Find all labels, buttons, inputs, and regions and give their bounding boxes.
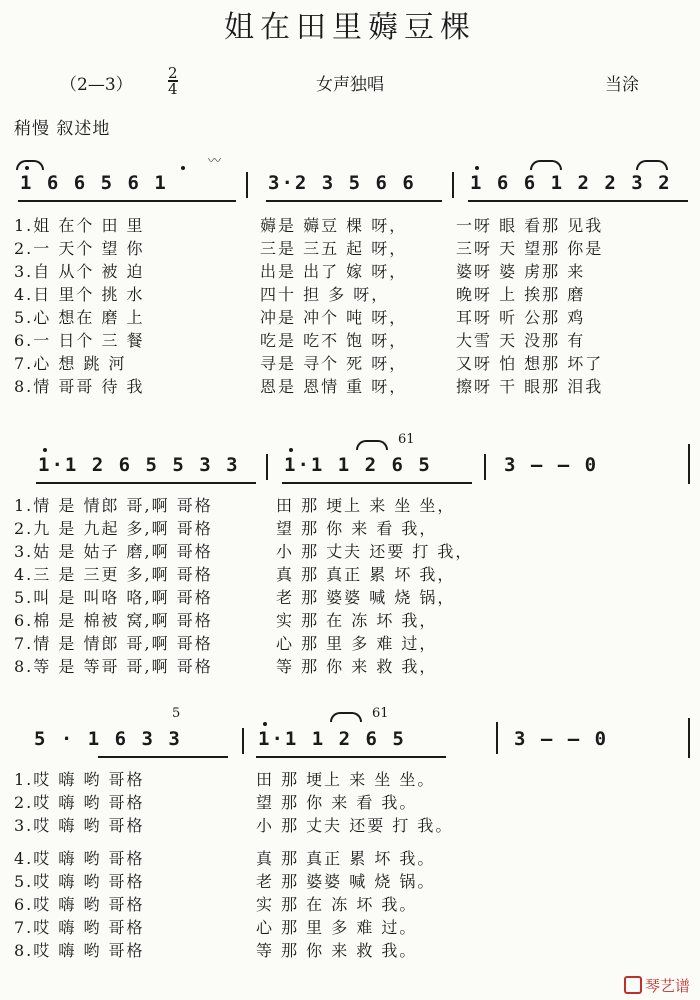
- grace-notes: 61: [372, 706, 389, 721]
- lyric-line: 小 那 丈夫 还要 打 我。: [256, 816, 454, 835]
- lyric-line: 擦呀 干 眼那 泪我: [456, 377, 604, 396]
- lyric-line: 等 那 你 来 救 我。: [256, 941, 418, 960]
- lyric-line: 2.九 是 九起 多,啊 哥格: [14, 519, 213, 538]
- lyric-line: 大雪 天 没那 有: [456, 331, 586, 350]
- lyric-line: 望 那 你 来 看 我。: [256, 793, 418, 812]
- lyrics-block-1c: [456, 214, 603, 398]
- lyric-line: 8.等 是 等哥 哥,啊 哥格: [14, 657, 213, 676]
- lyric-line: 2.哎 嗨 哟 哥格: [14, 793, 145, 812]
- site-watermark: [624, 975, 690, 996]
- lyrics-block-3b: [256, 768, 453, 962]
- lyric-line: 3.哎 嗨 哟 哥格: [14, 816, 145, 835]
- grace-notes: 61: [398, 432, 415, 447]
- octave-dot: [289, 448, 293, 452]
- lyric-line: 婆呀 婆 虏那 来: [456, 262, 586, 281]
- origin-credit: 当涂: [605, 75, 639, 95]
- performance-type: 女声独唱: [316, 75, 384, 95]
- lyric-line: 实 那 在 冻 坏 我。: [256, 895, 418, 914]
- page-title: 姐在田里薅豆棵: [224, 10, 476, 45]
- lyrics-block-3a: [14, 768, 145, 962]
- lyric-line: 耳呀 听 公那 鸡: [456, 308, 586, 327]
- octave-dot: [263, 722, 267, 726]
- barline: [484, 454, 486, 480]
- lyric-line: 6.一 日个 三 餐: [14, 331, 145, 350]
- barline: [266, 454, 268, 480]
- lyric-line: 老 那 婆婆 喊 烧 锅。: [256, 872, 436, 891]
- beam-underline: [36, 482, 256, 484]
- octave-dot: [25, 166, 29, 170]
- measure-5-notes: 1·1 1 2 6 5: [284, 454, 432, 476]
- lyric-line: 4.日 里个 挑 水: [14, 285, 145, 304]
- lyric-line: 心 那 里 多 难 过。: [256, 918, 418, 937]
- beam-underline: [282, 482, 472, 484]
- slur: [636, 160, 668, 170]
- lyric-line: 出是 出了 嫁 呀，: [260, 262, 408, 281]
- lyric-line: 4.哎 嗨 哟 哥格: [14, 849, 145, 868]
- lyric-line: 真 那 真正 累 坏 我，: [276, 565, 456, 584]
- lyric-line: 望 那 你 来 看 我，: [276, 519, 438, 538]
- lyric-line: 心 那 里 多 难 过，: [276, 634, 438, 653]
- lyric-line: 吃是 吃不 饱 呀，: [260, 331, 408, 350]
- slur: [356, 440, 388, 450]
- lyric-line: 1.姐 在个 田 里: [14, 216, 145, 235]
- lyric-line: 5.叫 是 叫咯 咯,啊 哥格: [14, 588, 213, 607]
- lyric-line: 6.棉 是 棉被 窝,啊 哥格: [14, 611, 213, 630]
- barline: [246, 172, 248, 198]
- beam-underline: [266, 200, 442, 202]
- slur: [16, 160, 44, 170]
- lyric-line: 四十 担 多 呀，: [260, 285, 390, 304]
- time-signature: 2 4: [168, 64, 178, 98]
- lyric-line: 7.哎 嗨 哟 哥格: [14, 918, 145, 937]
- lyric-line: 恩是 恩情 重 呀，: [260, 377, 408, 396]
- measure-7-notes: 5 · 1 6 3 3: [34, 728, 182, 750]
- end-barline: [688, 444, 690, 484]
- lyrics-block-2b: [276, 494, 473, 678]
- barline: [242, 728, 244, 754]
- measure-3-notes: 1 6 6 1 2 2 3 2: [470, 172, 672, 194]
- slur: [330, 712, 362, 722]
- measure-6-notes: 3 — — 0: [504, 454, 599, 476]
- measure-2-notes: 3·2 3 5 6 6: [268, 172, 416, 194]
- lyric-line: 5.心 想在 磨 上: [14, 308, 145, 327]
- lyric-line: 6.哎 嗨 哟 哥格: [14, 895, 145, 914]
- measure-1-notes: 1 6 6 5 6 1: [20, 172, 168, 194]
- lyric-line: 三是 三五 起 呀，: [260, 239, 408, 258]
- lyric-line: 实 那 在 冻 坏 我，: [276, 611, 438, 630]
- end-barline: [688, 718, 690, 758]
- beam-underline: [256, 756, 446, 758]
- lyric-line: 寻是 寻个 死 呀，: [260, 354, 408, 373]
- barline: [496, 722, 498, 754]
- measure-4-notes: 1·1 2 6 5 5 3 3: [38, 454, 240, 476]
- octave-dot: [43, 448, 47, 452]
- measure-9-notes: 3 — — 0: [514, 728, 609, 750]
- lyric-line: 5.哎 嗨 哟 哥格: [14, 872, 145, 891]
- lyric-line: 三呀 天 望那 你是: [456, 239, 604, 258]
- beam-underline: [98, 756, 228, 758]
- lyric-line: 8.情 哥哥 待 我: [14, 377, 145, 396]
- lyric-line: 7.情 是 情郎 哥,啊 哥格: [14, 634, 213, 653]
- octave-dot: [475, 166, 479, 170]
- beam-underline: [18, 200, 236, 202]
- lyric-line: 1.哎 嗨 哟 哥格: [14, 770, 145, 789]
- slur: [530, 160, 562, 170]
- music-logo-icon: [624, 976, 642, 994]
- lyric-line: 1.情 是 情郎 哥,啊 哥格: [14, 496, 213, 515]
- beam-underline: [468, 200, 688, 202]
- measure-8-notes: 1·1 1 2 6 5: [258, 728, 406, 750]
- lyric-line: 又呀 怕 想那 坏了: [456, 354, 604, 373]
- barline: [452, 172, 454, 198]
- lyric-line: 3.自 从个 被 迫: [14, 262, 145, 281]
- grace-note: 5: [172, 706, 181, 721]
- lyric-line: 小 那 丈夫 还要 打 我，: [276, 542, 474, 561]
- lyric-line: 3.姑 是 姑子 磨,啊 哥格: [14, 542, 213, 561]
- lyric-line: 7.心 想 跳 河: [14, 354, 127, 373]
- lyric-line: 等 那 你 来 救 我，: [276, 657, 438, 676]
- octave-dot: [181, 166, 185, 170]
- lyric-line: 2.一 天个 望 你: [14, 239, 145, 258]
- ornament-mark: 〰: [208, 154, 222, 169]
- key-signature: （2—3）: [60, 75, 133, 95]
- lyric-line: 4.三 是 三更 多,啊 哥格: [14, 565, 213, 584]
- lyric-line: 晚呀 上 挨那 磨: [456, 285, 586, 304]
- lyric-line: 真 那 真正 累 坏 我。: [256, 849, 436, 868]
- lyrics-block-2a: [14, 494, 213, 678]
- lyric-line: 薅是 薅豆 棵 呀，: [260, 216, 408, 235]
- lyric-line: 冲是 冲个 吨 呀，: [260, 308, 408, 327]
- lyric-line: 8.哎 嗨 哟 哥格: [14, 941, 145, 960]
- watermark-text: 琴艺谱: [644, 977, 690, 995]
- tempo-marking: 稍慢 叙述地: [14, 119, 111, 139]
- lyric-line: 老 那 婆婆 喊 烧 锅，: [276, 588, 456, 607]
- lyrics-block-1a: [14, 214, 145, 398]
- lyric-line: 田 那 埂上 来 坐 坐。: [256, 770, 436, 789]
- lyric-line: 田 那 埂上 来 坐 坐，: [276, 496, 456, 515]
- lyrics-block-1b: [260, 214, 407, 398]
- lyric-line: 一呀 眼 看那 见我: [456, 216, 604, 235]
